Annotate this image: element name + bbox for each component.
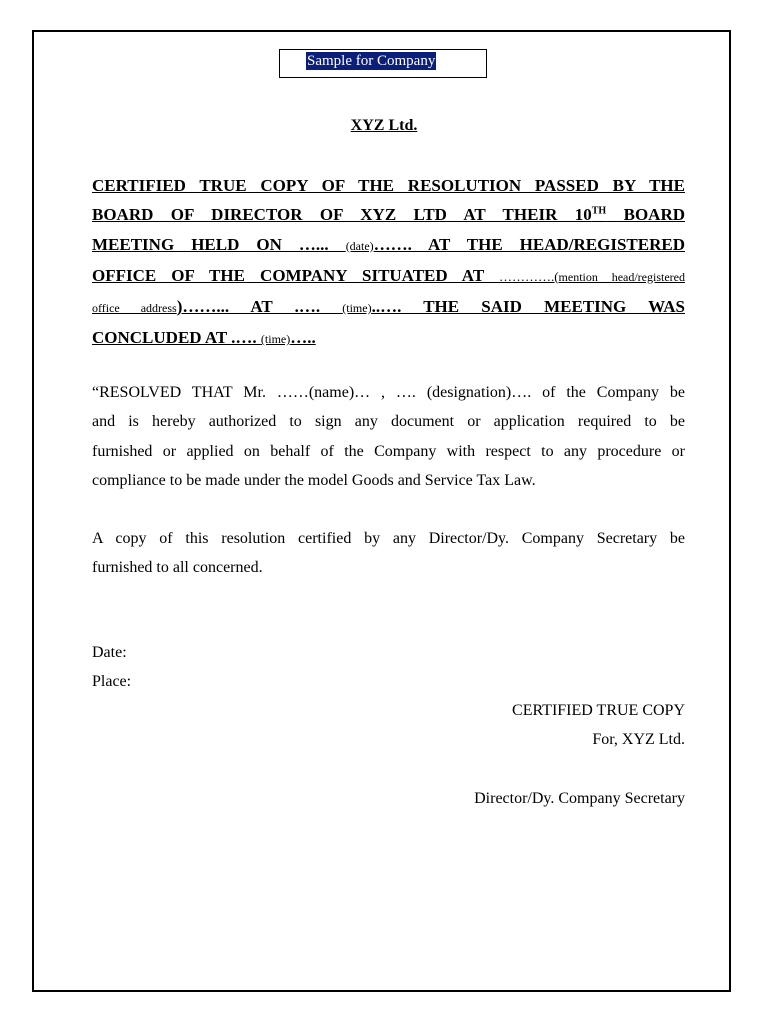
- heading-text: CONCLUDED AT .….: [92, 328, 261, 348]
- resolution-heading: [92, 171, 685, 355]
- paragraph-line: compliance to be made under the model Goods and Service Tax Law.: [92, 471, 536, 489]
- address-placeholder-dots: ………….(: [498, 268, 559, 284]
- heading-line-6: [92, 323, 685, 354]
- heading-text: BOARD: [606, 205, 685, 225]
- heading-text: ……. AT THE HEAD/REGISTERED: [373, 234, 685, 254]
- heading-line-4: [92, 261, 685, 292]
- sample-label: Sample for Company: [307, 53, 436, 69]
- certified-true-copy-label: CERTIFIED TRUE COPY: [512, 702, 685, 719]
- ordinal-superscript: TH: [591, 205, 607, 217]
- copy-paragraph: [92, 524, 685, 583]
- signatory-label: Director/Dy. Company Secretary: [474, 790, 685, 807]
- company-title: XYZ Ltd.: [350, 117, 418, 134]
- heading-line-2: [92, 200, 685, 229]
- sample-label-box: [279, 49, 487, 78]
- heading-line-1: CERTIFIED TRUE COPY OF THE RESOLUTION PASSED BY THE: [92, 176, 685, 195]
- heading-text: MEETING HELD ON …...: [92, 234, 346, 254]
- address-placeholder: mention head/registered: [558, 269, 685, 284]
- time-placeholder: (time): [342, 301, 372, 316]
- heading-text: ..…. THE SAID MEETING WAS: [371, 297, 686, 317]
- paragraph-line: furnished or applied on behalf of the Company with respect to any procedure or: [92, 442, 685, 460]
- heading-text: OFFICE OF THE COMPANY SITUATED AT: [92, 265, 499, 285]
- heading-text: )……... AT .….: [176, 297, 343, 317]
- place-label: Place:: [92, 673, 132, 690]
- heading-text: …..: [290, 328, 316, 348]
- heading-line-5: [92, 292, 685, 323]
- paragraph-line: A copy of this resolution certified by any Director/Dy. Company Secretary be: [92, 530, 685, 547]
- time-placeholder: (time): [260, 332, 291, 347]
- date-placeholder: (date): [345, 238, 374, 253]
- date-label: Date:: [92, 644, 127, 661]
- for-company-label: For, XYZ Ltd.: [592, 731, 685, 748]
- resolution-paragraph: [92, 378, 685, 495]
- address-placeholder: office address: [92, 301, 177, 316]
- paragraph-line: and is hereby authorized to sign any document or application required to be: [92, 413, 685, 431]
- heading-line-3: [92, 230, 685, 261]
- paragraph-line: furnished to all concerned.: [92, 559, 263, 577]
- heading-text: BOARD OF DIRECTOR OF XYZ LTD AT THEIR 10: [92, 205, 592, 225]
- paragraph-line: “RESOLVED THAT Mr. ……(name)… , …. (designation)…. of the Company be: [92, 384, 685, 401]
